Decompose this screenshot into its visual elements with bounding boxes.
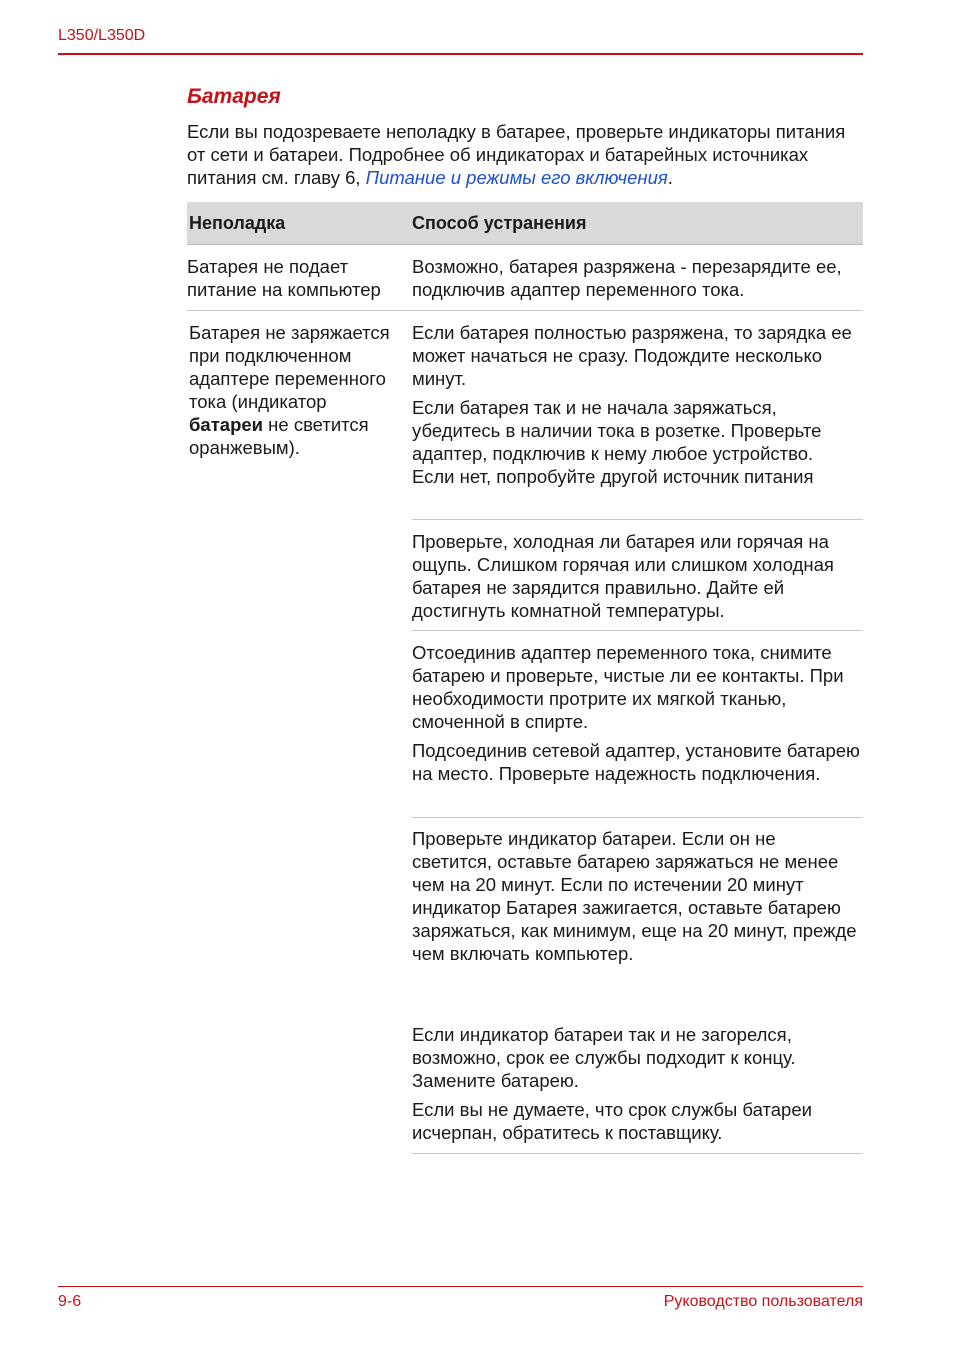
solution-7: Если индикатор батареи так и не загорелся, возможно, срок ее службы подходит к концу. Замените батарею. bbox=[412, 1024, 796, 1091]
solution-divider-2 bbox=[412, 630, 863, 631]
table-header bbox=[187, 202, 863, 245]
solution-4: Отсоединив адаптер переменного тока, снимите батарею и проверьте, чистые ли ее контакты. При необходимости протрите их мягкой тканью, смоченной в спирте. bbox=[412, 642, 844, 732]
section-title: Батарея bbox=[187, 85, 281, 108]
footer-title: Руководство пользователя bbox=[663, 1293, 863, 1310]
header-problem: Неполадка bbox=[189, 213, 286, 233]
header-model: L350/L350D bbox=[58, 27, 146, 44]
page-number: 9-6 bbox=[58, 1293, 82, 1310]
solution-5: Подсоединив сетевой адаптер, установите батарею на место. Проверьте надежность подключения. bbox=[412, 740, 860, 784]
intro-end: . bbox=[667, 167, 673, 188]
row1-divider bbox=[187, 310, 863, 311]
row2-problem bbox=[189, 321, 399, 459]
row2-problem-text: Батарея не заряжается при подключенном адаптере переменного тока (индикатор bbox=[189, 322, 390, 412]
footer-rule bbox=[58, 1286, 863, 1287]
row1-solution: Возможно, батарея разряжена - перезарядите ее, подключив адаптер переменного тока. bbox=[412, 256, 842, 300]
solution-8: Если вы не думаете, что срок службы батареи исчерпан, обратитесь к поставщику. bbox=[412, 1099, 812, 1143]
solution-1: Если батарея полностью разряжена, то зарядка ее может начаться не сразу. Подождите несколько минут. bbox=[412, 322, 852, 389]
solution-2: Если батарея так и не начала заряжаться, убедитесь в наличии тока в розетке. Проверьте адаптер, подключив к нему любое устройство. Если нет, попробуйте другой источник питания bbox=[412, 397, 822, 487]
row2-problem-end: не светится оранжевым). bbox=[189, 414, 369, 458]
intro-text: Если вы подозреваете неполадку в батарее, проверьте индикаторы питания от сети и батареи. Подробнее об индикаторах и батарейных источниках питания см. главу 6, bbox=[187, 121, 846, 188]
solution-6: Проверьте индикатор батареи. Если он не светится, оставьте батарею заряжаться не менее чем на 20 минут. Если по истечении 20 минут индикатор Батарея зажигается, оставьте батарею заряжаться, как минимум, еще на 20 минут, прежде чем включать компьютер. bbox=[412, 828, 857, 964]
header-rule bbox=[58, 53, 863, 55]
row1-problem: Батарея не подает питание на компьютер bbox=[187, 256, 381, 300]
chapter-link[interactable]: Питание и режимы его включения bbox=[365, 167, 668, 188]
header-solution: Способ устранения bbox=[412, 213, 587, 233]
intro-paragraph bbox=[187, 120, 863, 189]
solution-divider-1 bbox=[412, 519, 863, 520]
solution-3: Проверьте, холодная ли батарея или горячая на ощупь. Слишком горячая или слишком холодная батарея не зарядится правильно. Дайте ей достигнуть комнатной температуры. bbox=[412, 531, 834, 621]
solution-divider-4 bbox=[412, 1153, 863, 1154]
solution-divider-3 bbox=[412, 817, 863, 818]
row2-problem-bold: батареи bbox=[189, 414, 264, 435]
